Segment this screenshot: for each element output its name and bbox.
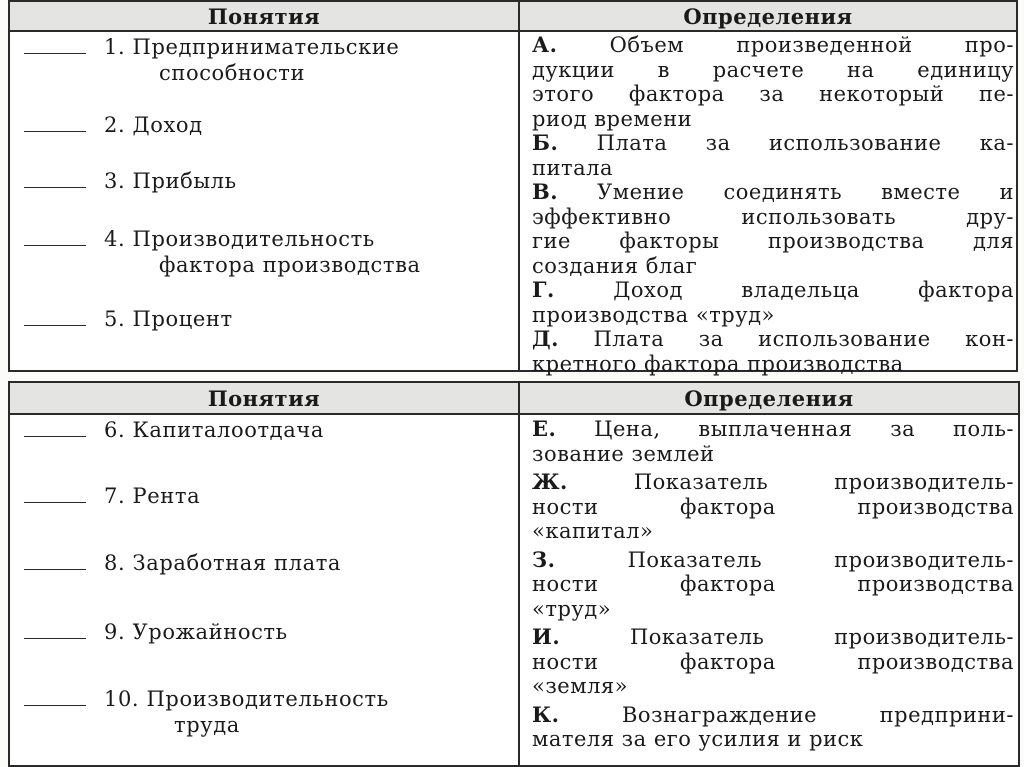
definition-d [532, 327, 1014, 376]
definition-line: ности фактора производства [532, 494, 1014, 519]
definition-line: Плата за использование кон- [593, 327, 1014, 351]
definition-zh [532, 470, 1014, 544]
definition-line: питала [532, 155, 613, 180]
definition-line: Цена, выплаченная за поль- [594, 417, 1014, 441]
definition-letter: Г. [532, 277, 555, 302]
definition-line: Объем произведенной про- [609, 33, 1014, 57]
concept-number: 1. [104, 35, 126, 59]
answer-blank[interactable] [24, 435, 86, 437]
definition-line: Показатель производитель- [627, 547, 1014, 572]
concept-item-10 [24, 686, 389, 738]
matching-table-1 [8, 0, 1018, 376]
concept-item-7 [24, 483, 200, 509]
concept-item-3 [24, 168, 237, 194]
definition-letter: И. [532, 624, 561, 649]
definition-line: этого фактора за некоторый пе- [532, 82, 1014, 106]
definition-line: производства «труд» [532, 302, 775, 327]
definition-line: «земля» [532, 674, 629, 698]
definition-line: зование землей [532, 441, 715, 466]
definition-line: Показатель производитель- [633, 470, 1014, 494]
definition-line: «труд» [532, 596, 612, 621]
concept-number: 6. [104, 418, 126, 442]
concept-text: Урожайность [132, 620, 288, 644]
definition-k [532, 703, 1014, 752]
concept-text: Процент [132, 307, 233, 331]
concept-number: 3. [104, 169, 126, 193]
definition-e [532, 417, 1014, 466]
column-divider [518, 383, 520, 765]
concept-text: Доход [132, 113, 203, 137]
concept-text-cont: фактора производства [159, 253, 421, 277]
column-divider [518, 2, 520, 370]
definition-line: кретного фактора производства [532, 351, 904, 376]
concept-number: 8. [104, 551, 126, 575]
definition-line: Плата за использование ка- [596, 131, 1014, 155]
definition-letter: Е. [532, 416, 557, 441]
definitions-column [532, 417, 1014, 752]
answer-blank[interactable] [24, 704, 86, 706]
definition-z [532, 548, 1014, 622]
concept-number: 2. [104, 113, 126, 137]
table-header [10, 383, 1018, 415]
concept-text-cont: способности [159, 61, 306, 85]
definition-letter: К. [532, 701, 560, 727]
concept-text-cont: труда [174, 713, 240, 737]
concept-number: 4. [104, 227, 126, 251]
concept-text: Предпринимательские [132, 35, 400, 59]
answer-blank[interactable] [24, 568, 86, 570]
definition-letter: Д. [532, 326, 559, 351]
definition-letter: З. [532, 546, 556, 572]
concept-number: 7. [104, 484, 126, 508]
definition-letter: Ж. [532, 469, 568, 494]
definition-line: эффективно использовать дру- [532, 204, 1014, 229]
answer-blank[interactable] [24, 637, 86, 639]
concept-number: 5. [104, 307, 126, 331]
definition-line: Вознаграждение предприни- [622, 702, 1014, 727]
definition-line: «капитал» [532, 519, 654, 543]
definition-line: риод времени [532, 106, 693, 131]
definition-a [532, 33, 1014, 131]
definition-line: Доход владельца фактора [613, 278, 1014, 302]
definition-line: мателя за его усилия и риск [532, 727, 864, 751]
concept-item-5 [24, 306, 233, 332]
concept-item-4 [24, 226, 421, 278]
answer-blank[interactable] [24, 324, 86, 326]
concept-text: Производительность [132, 227, 375, 251]
definition-line: дукции в расчете на единицу [532, 57, 1014, 82]
header-definitions: Определения [683, 3, 853, 29]
definition-b [532, 131, 1014, 180]
answer-blank[interactable] [24, 52, 86, 54]
definition-line: Показатель производитель- [629, 625, 1014, 649]
definition-letter: Б. [532, 130, 559, 155]
definitions-column [532, 33, 1014, 376]
answer-blank[interactable] [24, 186, 86, 188]
header-definitions: Определения [684, 385, 854, 411]
concept-text: Прибыль [132, 169, 237, 193]
definition-line: создания благ [532, 253, 698, 278]
definition-line: гие факторы производства для [532, 229, 1014, 253]
definition-i [532, 625, 1014, 699]
concept-text: Рента [132, 484, 201, 508]
answer-blank[interactable] [24, 130, 86, 132]
header-concepts: Понятия [207, 385, 321, 411]
definition-g [532, 278, 1014, 327]
concept-number: 9. [104, 620, 126, 644]
concept-item-2 [24, 112, 203, 138]
concept-item-8 [24, 550, 341, 576]
header-concepts: Понятия [207, 3, 321, 29]
concept-item-6 [24, 417, 324, 443]
concept-item-1 [24, 34, 399, 86]
table-header [10, 2, 1016, 32]
concept-text: Капиталоотдача [132, 418, 324, 442]
definition-letter: А. [532, 32, 558, 57]
matching-table-2 [8, 381, 1020, 767]
concept-number: 10. [104, 687, 140, 711]
definition-line: ности фактора производства [532, 572, 1014, 596]
definition-letter: В. [532, 179, 559, 204]
definition-line: ности фактора производства [532, 649, 1014, 674]
definition-line: Умение соединять вместе и [597, 180, 1014, 204]
concept-text: Производительность [146, 687, 389, 711]
concept-item-9 [24, 619, 288, 645]
concept-text: Заработная плата [132, 551, 342, 575]
answer-blank[interactable] [24, 244, 86, 246]
definition-v [532, 180, 1014, 278]
answer-blank[interactable] [24, 501, 86, 503]
